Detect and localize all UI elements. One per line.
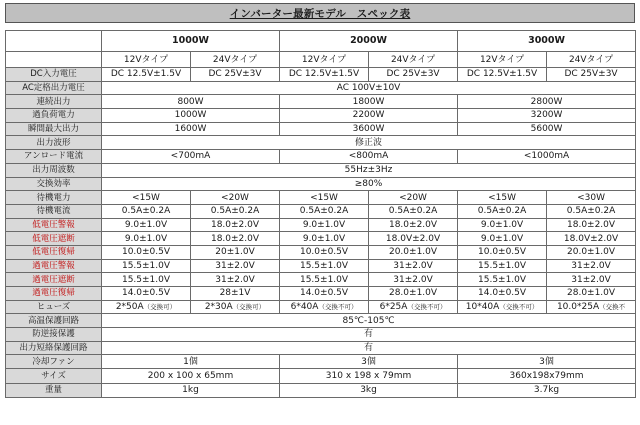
row-label: 冷却ファン [6,355,102,369]
spec-value: DC 12.5V±1.5V [102,68,191,82]
spec-value: 18.0±2.0V [547,218,636,232]
spec-value: 55Hz±3Hz [102,163,636,177]
spec-value: 31±2.0V [191,259,280,273]
type-header: 24Vタイプ [547,52,636,68]
spec-table [5,30,636,398]
spec-value: 18.0V±2.0V [369,232,458,246]
spec-value: 20±1.0V [191,245,280,259]
table-row [6,68,636,82]
fuse-value: 10*40A [465,302,500,313]
spec-value: 0.5A±0.2A [369,204,458,218]
row-label: 待機電力 [6,191,102,205]
spec-value: 18.0±2.0V [191,232,280,246]
row-label: 低電圧遮断 [6,232,102,246]
spec-value: <800mA [280,150,458,164]
spec-value: 2200W [280,109,458,123]
spec-value: 14.0±0.5V [280,287,369,301]
row-label: 出力波形 [6,136,102,150]
spec-value: 28.0±1.0V [369,287,458,301]
spec-value: 0.5A±0.2A [280,204,369,218]
spec-value: AC 100V±10V [102,81,636,95]
row-label: 過電圧警報 [6,259,102,273]
model-header: 2000W [280,31,458,52]
fuse-value: 2*50A [115,302,144,313]
spec-sheet [5,3,635,398]
spec-value: 310 x 198 x 79mm [280,369,458,384]
fuse-note: （交換可） [143,303,177,312]
spec-value: 20.0±1.0V [369,245,458,259]
spec-value: 9.0±1.0V [280,218,369,232]
spec-value: 1600W [102,122,280,136]
row-label: 低電圧復帰 [6,245,102,259]
spec-value: 31±2.0V [191,273,280,287]
spec-value: 18.0V±2.0V [547,232,636,246]
spec-value: 修正波 [102,136,636,150]
spec-value: 9.0±1.0V [102,218,191,232]
fuse-note: （交換不可） [318,303,358,312]
fuse-note: （交換不可） [407,303,447,312]
fuse-value: 6*25A [379,302,408,313]
row-label: 低電圧警報 [6,218,102,232]
spec-value: 28±1V [191,287,280,301]
spec-value: 3個 [280,355,458,369]
spec-value: 3600W [280,122,458,136]
type-header: 12Vタイプ [458,52,547,68]
table-row [6,383,636,398]
spec-value: 有 [102,328,636,342]
table-row [6,369,636,384]
sheet-title: インバーター最新モデル スペック表 [5,3,635,23]
spec-value: 15.5±1.0V [102,259,191,273]
table-row [6,122,636,136]
fuse-value: 6*40A [290,302,319,313]
spec-value: 1000W [102,109,280,123]
spec-value: 2800W [458,95,636,109]
fuse-cell [369,300,458,314]
spec-value: 3200W [458,109,636,123]
spec-value: 15.5±1.0V [102,273,191,287]
spec-value: 28.0±1.0V [547,287,636,301]
row-label: 出力短絡保護回路 [6,341,102,355]
spec-value: 31±2.0V [369,273,458,287]
table-row [6,273,636,287]
row-label: 防逆接保護 [6,328,102,342]
table-row [6,81,636,95]
spec-value: DC 12.5V±1.5V [458,68,547,82]
spec-value: 0.5A±0.2A [458,204,547,218]
spec-value: 9.0±1.0V [280,232,369,246]
spec-value: 9.0±1.0V [102,232,191,246]
row-label: 交換効率 [6,177,102,191]
table-row [6,163,636,177]
spec-value: 85℃-105℃ [102,314,636,328]
spec-value: 1個 [102,355,280,369]
fuse-note: （交換不可） [499,303,539,312]
row-label: 高温保護回路 [6,314,102,328]
spec-value: DC 25V±3V [547,68,636,82]
fuse-cell [102,300,191,314]
spec-value: 10.0±0.5V [280,245,369,259]
spec-value: <700mA [102,150,280,164]
fuse-note: （交換不 [599,303,626,312]
table-row [6,204,636,218]
spec-value: 3.7kg [458,383,636,398]
table-row [6,245,636,259]
row-label: 過負荷電力 [6,109,102,123]
spec-value: 14.0±0.5V [458,287,547,301]
spec-value: 31±2.0V [547,273,636,287]
spec-value: 5600W [458,122,636,136]
model-header-row [6,31,636,52]
spec-value: 15.5±1.0V [458,273,547,287]
fuse-note: （交換可） [232,303,266,312]
row-label: サイズ [6,369,102,384]
row-label: 連続出力 [6,95,102,109]
table-row [6,341,636,355]
type-header: 24Vタイプ [369,52,458,68]
fuse-cell [547,300,636,314]
type-header: 24Vタイプ [191,52,280,68]
spec-value: <1000mA [458,150,636,164]
spec-value: 15.5±1.0V [280,273,369,287]
spec-value: 15.5±1.0V [280,259,369,273]
spec-value: 有 [102,341,636,355]
spec-value: 200 x 100 x 65mm [102,369,280,384]
table-row [6,95,636,109]
spec-value: <30W [547,191,636,205]
spec-value: 0.5A±0.2A [102,204,191,218]
spec-value: 31±2.0V [369,259,458,273]
type-header-row [6,52,636,68]
table-row [6,355,636,369]
table-row [6,314,636,328]
row-label: 出力周波数 [6,163,102,177]
spec-value: 18.0±2.0V [369,218,458,232]
table-row [6,287,636,301]
row-label: 瞬間最大出力 [6,122,102,136]
table-row [6,259,636,273]
fuse-value: 2*30A [204,302,233,313]
spec-value: 9.0±1.0V [458,218,547,232]
spec-value: DC 12.5V±1.5V [280,68,369,82]
corner-cell [6,52,102,68]
spec-value: 800W [102,95,280,109]
spec-value: 10.0±0.5V [458,245,547,259]
table-row [6,177,636,191]
table-row [6,328,636,342]
row-label: アンロード電流 [6,150,102,164]
table-row [6,109,636,123]
corner-cell [6,31,102,52]
row-label: AC定格出力電圧 [6,81,102,95]
row-label: ヒューズ [6,300,102,314]
spec-value: <15W [458,191,547,205]
spec-value: 1kg [102,383,280,398]
row-label: 過電圧遮断 [6,273,102,287]
table-row [6,300,636,314]
spec-value: 3個 [458,355,636,369]
spec-value: 15.5±1.0V [458,259,547,273]
spec-value: 1800W [280,95,458,109]
fuse-cell [458,300,547,314]
table-row [6,218,636,232]
table-row [6,136,636,150]
table-row [6,191,636,205]
spec-value: 360x198x79mm [458,369,636,384]
model-header: 3000W [458,31,636,52]
model-header: 1000W [102,31,280,52]
spec-value: 10.0±0.5V [102,245,191,259]
row-label: 過電圧復帰 [6,287,102,301]
type-header: 12Vタイプ [102,52,191,68]
fuse-cell [191,300,280,314]
spec-value: ≥80% [102,177,636,191]
spec-value: 9.0±1.0V [458,232,547,246]
row-label: DC入力電圧 [6,68,102,82]
spec-value: 3kg [280,383,458,398]
spec-value: 20.0±1.0V [547,245,636,259]
spec-value: <20W [191,191,280,205]
spec-value: 31±2.0V [547,259,636,273]
spec-value: <15W [102,191,191,205]
row-label: 待機電流 [6,204,102,218]
spec-value: DC 25V±3V [369,68,458,82]
fuse-cell [280,300,369,314]
table-row [6,150,636,164]
spec-value: <20W [369,191,458,205]
spec-value: 0.5A±0.2A [191,204,280,218]
spec-value: <15W [280,191,369,205]
spec-value: 18.0±2.0V [191,218,280,232]
type-header: 12Vタイプ [280,52,369,68]
fuse-value: 10.0*25A [556,302,600,313]
row-label: 重量 [6,383,102,398]
spec-value: 14.0±0.5V [102,287,191,301]
spec-value: 0.5A±0.2A [547,204,636,218]
table-row [6,232,636,246]
spec-value: DC 25V±3V [191,68,280,82]
